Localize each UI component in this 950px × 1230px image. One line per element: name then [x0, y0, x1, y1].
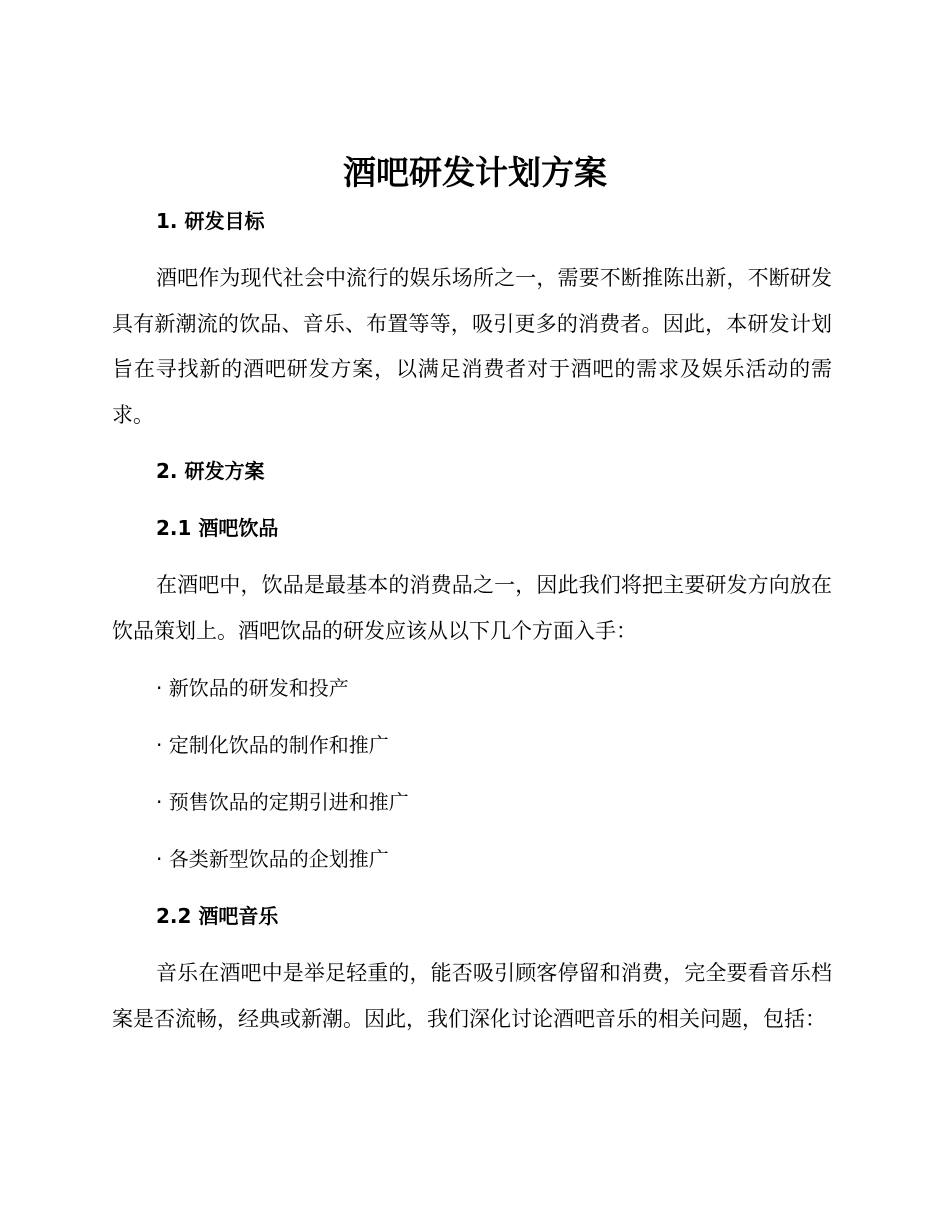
paragraph-music: 音乐在酒吧中是举足轻重的，能否吸引顾客停留和消费，完全要看音乐档案是否流畅，经典或新潮。因此，我们深化讨论酒吧音乐的相关问题，包括： — [112, 961, 832, 1031]
list-item: · 预售饮品的定期引进和推广 — [156, 790, 409, 814]
list-item: · 各类新型饮品的企划推广 — [156, 847, 389, 871]
section-heading-plan: 2. 研发方案 — [156, 459, 265, 483]
paragraph-goals: 酒吧作为现代社会中流行的娱乐场所之一，需要不断推陈出新，不断研发具有新潮流的饮品、音乐、布置等等，吸引更多的消费者。因此，本研发计划旨在寻找新的酒吧研发方案，以满足消费者对于酒吧的需求及娱乐活动的需求。 — [112, 266, 832, 427]
section-heading-drinks: 2.1 酒吧饮品 — [156, 516, 279, 540]
document-title: 酒吧研发计划方案 — [343, 153, 607, 192]
section-heading-music: 2.2 酒吧音乐 — [156, 904, 279, 928]
section-heading-goals: 1. 研发目标 — [156, 209, 265, 233]
list-item: · 定制化饮品的制作和推广 — [156, 733, 389, 757]
paragraph-drinks: 在酒吧中，饮品是最基本的消费品之一，因此我们将把主要研发方向放在饮品策划上。酒吧饮品的研发应该从以下几个方面入手： — [112, 573, 832, 643]
list-item: · 新饮品的研发和投产 — [156, 676, 349, 700]
